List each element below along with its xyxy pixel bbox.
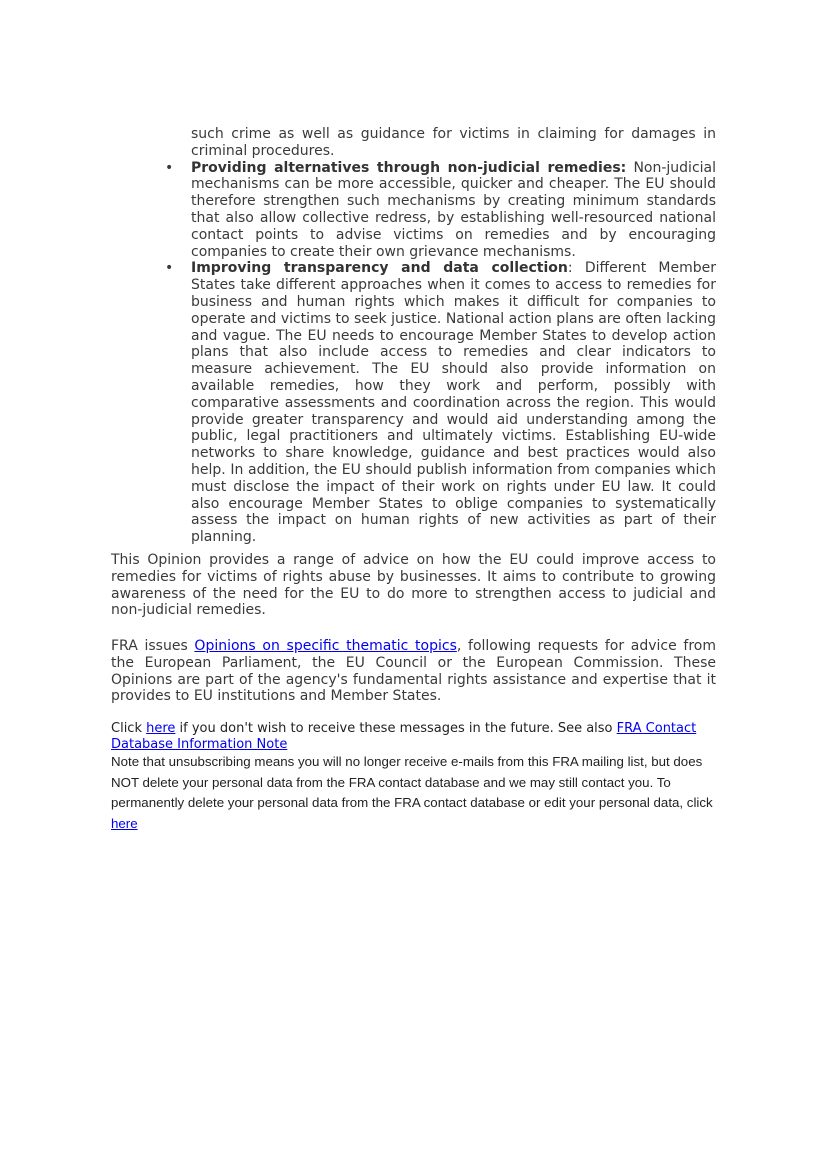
fra-paragraph [111,638,716,705]
personal-data-note-text: Note that unsubscribing means you will no longer receive e-mails from this FRA mailing list, but does NOT delete your personal data from the FRA contact database and we may still contact you. To permanently delete your personal data from the FRA contact database or edit your personal data, click [111,754,713,810]
contact-database-note-link[interactable]: FRA Contact Database Information Note [111,721,697,752]
delete-data-link[interactable]: here [111,815,138,831]
unsubscribe-middle: if you don't wish to receive these messages in the future. See also [175,721,617,736]
opinions-link[interactable]: Opinions on specific thematic topics [194,638,457,654]
bullet-icon: • [165,159,174,176]
bullet-icon: • [165,260,174,277]
list-item-text: Non-judicial mechanisms can be more accessible, quicker and cheaper. The EU should therefore strengthen such mechanisms by creating minimum standards that also allow collective redress, by establishing well-resourced national contact points to advise victims on remedies and by encouraging companies to create their own grievance mechanisms. [191,159,716,260]
recommendation-list [165,126,716,546]
opinion-paragraph: This Opinion provides a range of advice on how the EU could improve access to remedies for victims of rights abuse by businesses. It aims to contribute to growing awareness of the need for the EU to do more to strengthen access to judicial and non-judicial remedies. [111,552,716,619]
list-item-heading: Improving transparency and data collection [191,260,568,277]
fra-paragraph-prefix: FRA issues [111,638,195,654]
personal-data-note [111,752,721,834]
list-continuation-text: such crime as well as guidance for victims in claiming for damages in criminal procedures. [191,126,716,159]
unsubscribe-link[interactable]: here [146,721,176,736]
list-item-text: : Different Member States take different approaches when it comes to access to remedies for business and human rights which makes it difficult for companies to operate and victims to seek justice. National action plans are often lacking and vague. The EU needs to encourage Member States to develop action plans that also include access to remedies and clear indicators to measure achievement. The EU should also provide information on available remedies, how they work and perform, possibly with comparative assessments and coordination across the region. This would provide greater transparency and would aid understanding among the public, legal practitioners and ultimately victims. Establishing EU-wide networks to share knowledge, guidance and best practices would also help. In addition, the EU should publish information from companies which must disclose the impact of their work on rights under EU law. It could also encourage Member States to oblige companies to systematically assess the impact on human rights of new activities as part of their planning. [191,260,716,546]
list-item [165,260,716,546]
fra-paragraph-suffix: , following requests for advice from the European Parliament, the EU Council or the European Commission. These Opinions are part of the agency's fundamental rights assistance and expertise that it provides to EU institutions and Member States. [111,638,716,705]
list-item-heading: Providing alternatives through non-judicial remedies: [191,159,627,176]
list-item [165,159,716,261]
unsubscribe-text [111,721,716,753]
unsubscribe-prefix: Click [111,721,147,736]
